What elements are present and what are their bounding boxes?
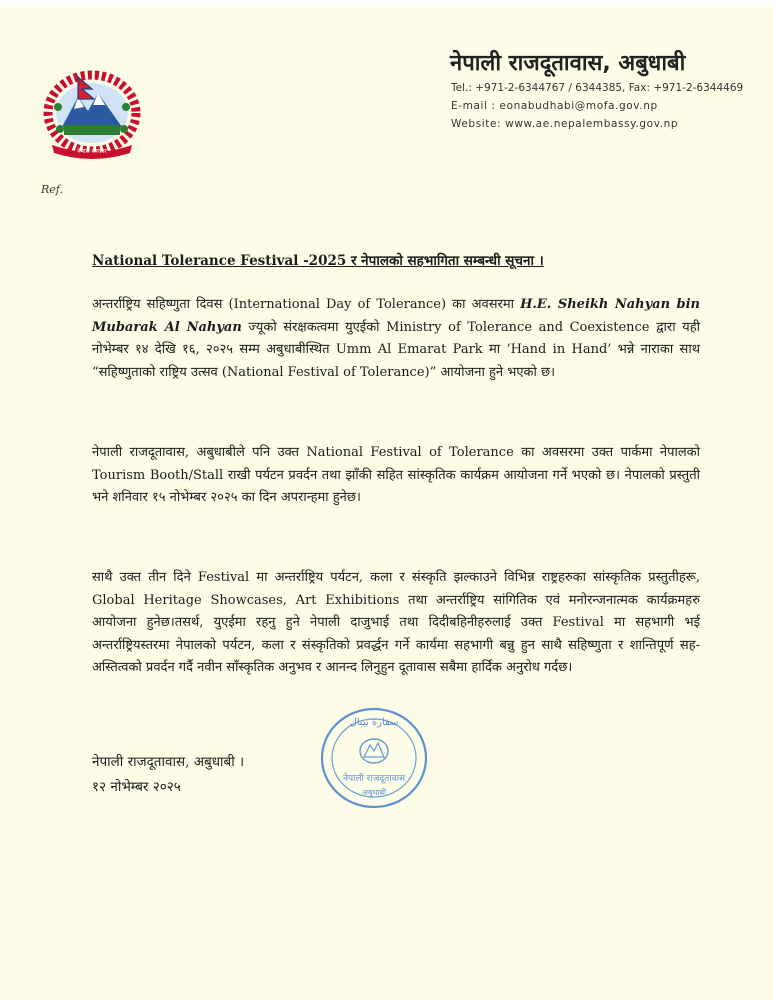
- contact-tel: Tel.: +971-2-6344767 / 6344385, Fax: +971-2-6344469: [451, 82, 744, 94]
- contact-website: Website: www.ae.nepalembassy.gov.np: [451, 118, 679, 130]
- contact-email: E-mail : eonabudhabi@mofa.gov.np: [451, 100, 658, 112]
- signature-embassy: नेपाली राजदूतावास, अबुधाबी ।: [92, 754, 245, 770]
- embassy-seal-stamp: [318, 705, 430, 811]
- emblem-text: नेपाल सरकार: [77, 148, 107, 155]
- seal-outer-text: नेपाली राजदूतावास: [342, 774, 406, 784]
- embassy-title: नेपाली राजदूतावास, अबुधाबी: [450, 51, 686, 76]
- ref-label: Ref.: [41, 183, 63, 196]
- subject-heading: National Tolerance Festival -2025 र नेपालको सहभागिता सम्बन्धी सूचना ।: [92, 253, 544, 269]
- letter-page: [0, 7, 773, 1000]
- seal-inner-text: अबुधाबी: [361, 788, 387, 797]
- paragraph-3: साथै उक्त तीन दिने Festival मा अन्तर्राष्ट्रिय पर्यटन, कला र संस्कृति झल्काउने विभिन्न राष्ट्रहरुका सांस्कृतिक प्रस्तुतीहरू, Global Heritage Showcases, Art Exhibitions तथा अन्तर्राष्ट्रिय सांगितिक एवं मनोरन्जनात्मक कार्यक्रमहरु आयोजना हुनेछ।तसर्थ, युएईमा रहनु हुने नेपाली दाजुभाई तथा दिदीबहिनीहरुलाई उक्त Festival मा सहभागी भई अन्तर्राष्ट्रियस्तरमा नेपालको पर्यटन, कला र संस्कृतिको प्रवर्द्धन गर्ने कार्यमा सहभागी बन्नु हुन साथै सहिष्णुता र शान्तिपूर्ण सह-अस्तित्वको प्रवर्दन गर्दै नवीन साँस्कृतिक अनुभव र आनन्द लिनुहुन दूतावास सबैमा हार्दिक अनुरोध गर्दछ।: [92, 570, 700, 675]
- nepal-emblem-icon: [38, 67, 146, 161]
- paragraph-1: [92, 294, 700, 384]
- svg-text:سفارة نيبال: سفارة نيبال: [349, 717, 399, 728]
- paragraph-2: नेपाली राजदूतावास, अबुधाबीले पनि उक्त National Festival of Tolerance का अवसरमा उक्त पार्कमा नेपालको Tourism Booth/Stall राखी पर्यटन प्रवर्दन तथा झाँकी सहित सांस्कृतिक कार्यक्रम आयोजना गर्ने भएको छ। नेपालको प्रस्तुती भने शनिवार १५ नोभेम्बर २०२५ का दिन अपरान्हमा हुनेछ।: [92, 445, 700, 505]
- p1-intro: अन्तर्राष्ट्रिय सहिष्णुता दिवस (International Day of Tolerance) का अवसरमा: [92, 297, 521, 312]
- p1-rest: ज्यूको संरक्षकत्वमा युएईको Ministry of Tolerance and Coexistence द्वारा यही नोभेम्बर १४ देखि १६, २०२५ सम्म अबुधाबीस्थित Umm Al Emarat Park मा ‘Hand in Hand’ भन्ने नाराका साथ “सहिष्णुताको राष्ट्रिय उत्सव (National Festival of Tolerance)” आयोजना हुने भएको छ।: [92, 319, 700, 380]
- p1-dignitary: H.E. Sheikh Nahyan bin Mubarak Al Nahyan: [92, 297, 700, 335]
- signature-date: १२ नोभेम्बर २०२५: [92, 779, 181, 795]
